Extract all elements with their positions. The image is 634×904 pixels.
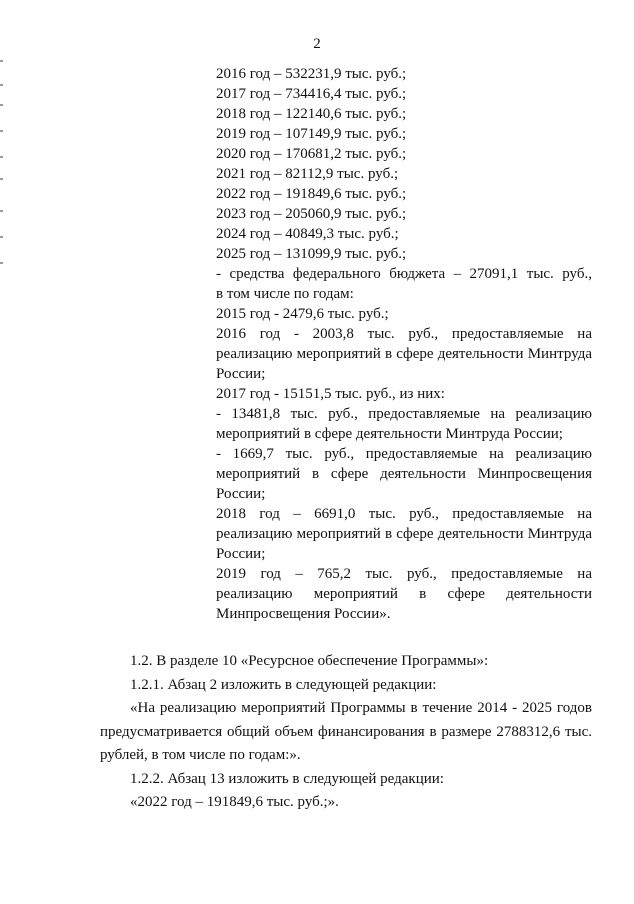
- year-line: 2017 год – 734416,4 тыс. руб.;: [216, 86, 407, 102]
- federal-2017-sub1-line: мероприятий в сфере деятельности Минтруда России;: [216, 426, 563, 442]
- federal-2017-line: 2017 год - 15151,5 тыс. руб., из них:: [216, 386, 445, 402]
- federal-2015-line: 2015 год - 2479,6 тыс. руб.;: [216, 306, 389, 322]
- federal-2017-sub2-line: России;: [216, 486, 266, 502]
- scan-edge-marks: [0, 60, 4, 270]
- financing-column: [216, 64, 592, 624]
- year-line: 2021 год – 82112,9 тыс. руб.;: [216, 166, 399, 182]
- year-line: 2024 год – 40849,3 тыс. руб.;: [216, 226, 399, 242]
- amendments-section: [100, 650, 592, 815]
- federal-2017-sub1-line: - 13481,8 тыс. руб., предоставляемые на реализацию: [216, 406, 592, 422]
- federal-by-years-line: в том числе по годам:: [216, 286, 354, 302]
- amendment-quote-line: рублей, в том числе по годам:».: [100, 747, 301, 763]
- amendment-paragraph: 1.2.2. Абзац 13 изложить в следующей редакции:: [130, 770, 444, 787]
- federal-2016-line: 2016 год - 2003,8 тыс. руб., предоставляемые на: [216, 326, 592, 342]
- federal-2016-line: реализацию мероприятий в сфере деятельности Минтруда: [216, 346, 592, 362]
- federal-2018-line: реализацию мероприятий в сфере деятельности Минтруда: [216, 526, 592, 542]
- federal-2016-line: России;: [216, 366, 266, 382]
- year-line: 2016 год – 532231,9 тыс. руб.;: [216, 66, 407, 82]
- year-line: 2018 год – 122140,6 тыс. руб.;: [216, 106, 407, 122]
- federal-2017-sub2-line: мероприятий в сфере деятельности Минпросвещения: [216, 466, 592, 482]
- amendment-paragraph: 1.2. В разделе 10 «Ресурсное обеспечение Программы»:: [130, 653, 489, 669]
- federal-2019-line: 2019 год – 765,2 тыс. руб., предоставляемые на: [216, 566, 592, 582]
- page-number: 2: [313, 36, 321, 52]
- year-line: 2023 год – 205060,9 тыс. руб.;: [216, 206, 407, 222]
- year-line: 2020 год – 170681,2 тыс. руб.;: [216, 146, 407, 162]
- federal-2017-sub2-line: - 1669,7 тыс. руб., предоставляемые на реализацию: [216, 446, 592, 462]
- year-line: 2019 год – 107149,9 тыс. руб.;: [216, 126, 407, 142]
- year-line: 2025 год – 131099,9 тыс. руб.;: [216, 246, 407, 262]
- federal-budget-line: - средства федерального бюджета – 27091,1 тыс. руб.,: [216, 266, 592, 282]
- federal-2018-line: 2018 год – 6691,0 тыс. руб., предоставляемые на: [216, 506, 592, 522]
- federal-2019-line: реализацию мероприятий в сфере деятельности: [216, 586, 592, 602]
- amendment-quote-line: «На реализацию мероприятий Программы в течение 2014 - 2025 годов: [130, 700, 592, 716]
- amendment-paragraph: 1.2.1. Абзац 2 изложить в следующей редакции:: [130, 676, 437, 693]
- federal-2019-line: Минпросвещения России».: [216, 606, 391, 622]
- amendment-quote-line: предусматривается общий объем финансирования в размере 2788312,6 тыс.: [100, 723, 592, 740]
- year-line: 2022 год – 191849,6 тыс. руб.;: [216, 186, 407, 202]
- federal-2018-line: России;: [216, 546, 266, 562]
- amendment-paragraph: «2022 год – 191849,6 тыс. руб.;».: [130, 794, 339, 810]
